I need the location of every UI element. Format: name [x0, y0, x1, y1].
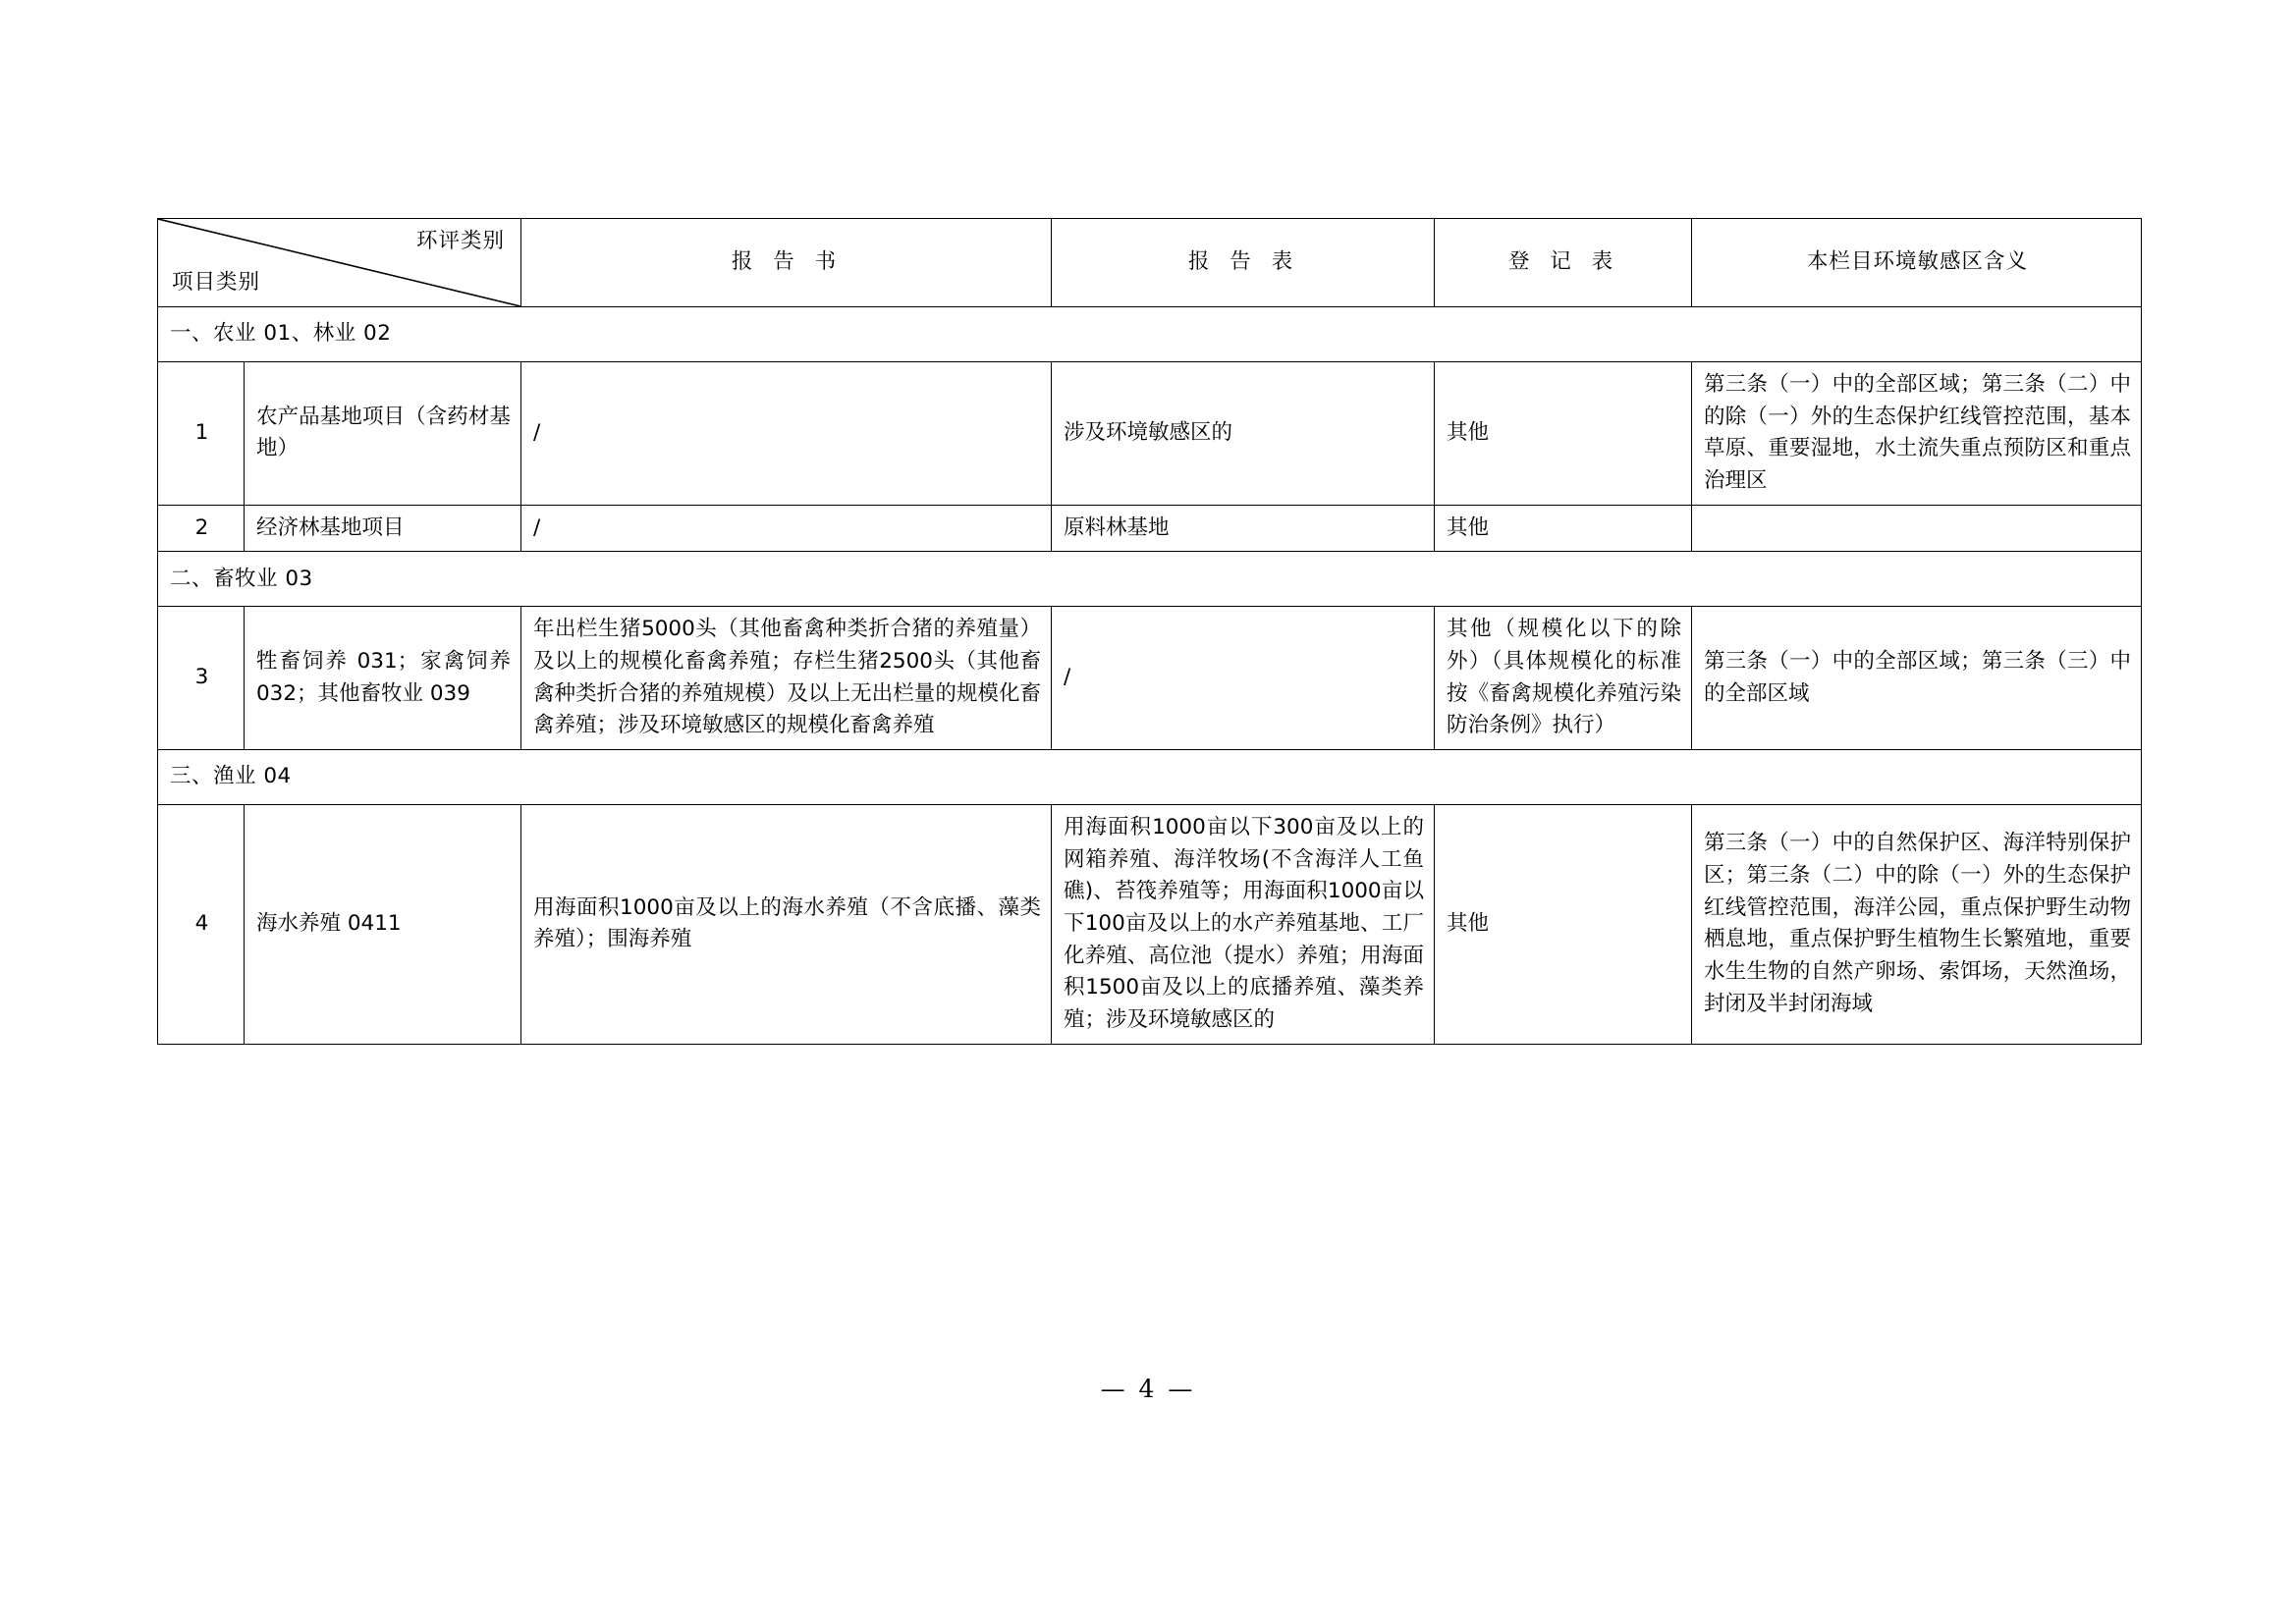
row-registration-form: 其他 — [1435, 805, 1692, 1045]
table-row — [158, 505, 2142, 552]
row-category: 海水养殖 0411 — [245, 805, 521, 1045]
row-sensitive-meaning — [1692, 505, 2142, 552]
table-header-row — [158, 219, 2142, 307]
section-header-row — [158, 552, 2142, 607]
table-row — [158, 805, 2142, 1045]
section-header-row — [158, 307, 2142, 362]
row-category: 牲畜饲养 031；家禽饲养 032；其他畜牧业 039 — [245, 607, 521, 750]
row-report-form: 涉及环境敏感区的 — [1052, 362, 1435, 506]
row-report-form: 用海面积1000亩以下300亩及以上的网箱养殖、海洋牧场(不含海洋人工鱼礁)、苔筏养殖等；用海面积1000亩以下100亩及以上的水产养殖基地、工厂化养殖、高位池（提水）养殖；用海面积1500亩及以上的底播养殖、藻类养殖；涉及环境敏感区的 — [1052, 805, 1435, 1045]
row-number: 4 — [158, 805, 245, 1045]
row-category: 经济林基地项目 — [245, 505, 521, 552]
row-registration-form: 其他（规模化以下的除外）（具体规模化的标准按《畜禽规模化养殖污染防治条例》执行） — [1435, 607, 1692, 750]
header-eia-category-label: 环评类别 — [415, 229, 505, 253]
table-row — [158, 607, 2142, 750]
row-sensitive-meaning: 第三条（一）中的全部区域；第三条（二）中的除（一）外的生态保护红线管控范围，基本草原、重要湿地，水土流失重点预防区和重点治理区 — [1692, 362, 2142, 506]
row-number: 2 — [158, 505, 245, 552]
row-report-book: 用海面积1000亩及以上的海水养殖（不含底播、藻类养殖）；围海养殖 — [521, 805, 1052, 1045]
row-report-form: 原料林基地 — [1052, 505, 1435, 552]
section-title-agriculture: 一、农业 01、林业 02 — [158, 307, 2142, 362]
row-report-book: / — [521, 505, 1052, 552]
section-header-row — [158, 750, 2142, 805]
page-number: — 4 — — [1100, 1375, 1196, 1403]
section-title-fishery: 三、渔业 04 — [158, 750, 2142, 805]
row-number: 1 — [158, 362, 245, 506]
row-report-book: 年出栏生猪5000头（其他畜禽种类折合猪的养殖量）及以上的规模化畜禽养殖；存栏生猪2500头（其他畜禽种类折合猪的养殖规模）及以上无出栏量的规模化畜禽养殖；涉及环境敏感区的规模化畜禽养殖 — [521, 607, 1052, 750]
header-report-book: 报 告 书 — [521, 219, 1052, 307]
row-sensitive-meaning: 第三条（一）中的全部区域；第三条（三）中的全部区域 — [1692, 607, 2142, 750]
header-sensitive-meaning: 本栏目环境敏感区含义 — [1692, 219, 2142, 307]
row-sensitive-meaning: 第三条（一）中的自然保护区、海洋特别保护区；第三条（二）中的除（一）外的生态保护红线管控范围，海洋公园，重点保护野生动物栖息地，重点保护野生植物生长繁殖地，重要水生生物的自然产卵场、索饵场，天然渔场，封闭及半封闭海域 — [1692, 805, 2142, 1045]
header-registration-form: 登 记 表 — [1435, 219, 1692, 307]
row-report-form: / — [1052, 607, 1435, 750]
classification-table — [157, 218, 2142, 1045]
row-registration-form: 其他 — [1435, 362, 1692, 506]
header-report-form: 报 告 表 — [1052, 219, 1435, 307]
header-project-category-label: 项目类别 — [172, 270, 261, 296]
row-report-book: / — [521, 362, 1052, 506]
row-number: 3 — [158, 607, 245, 750]
section-title-livestock: 二、畜牧业 03 — [158, 552, 2142, 607]
row-registration-form: 其他 — [1435, 505, 1692, 552]
header-corner-cell — [158, 219, 521, 307]
table-row — [158, 362, 2142, 506]
row-category: 农产品基地项目（含药材基地） — [245, 362, 521, 506]
